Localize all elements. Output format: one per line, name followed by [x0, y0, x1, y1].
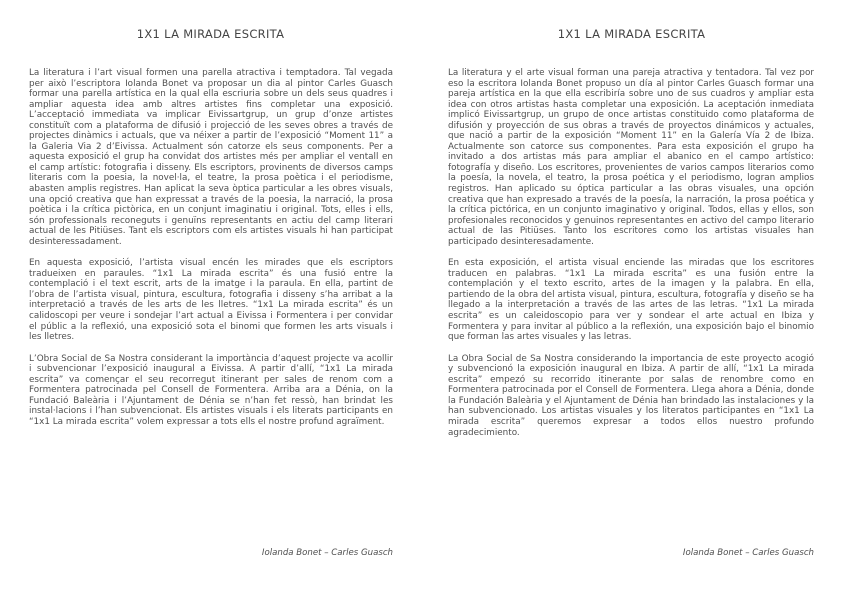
page-title: 1X1 LA MIRADA ESCRITA: [557, 27, 706, 41]
paragraph: La Obra Social de Sa Nostra considerando la importancia de este proyecto acogió y subvencionó la exposición inaugural en Ibiza. A partir de allí, “1x1 La mirada escrita” empezó su recorrido itinerante por salas de renombre como en Formentera patrocinada por el Consell de Formentera. Llega ahora a Dénia, donde la Fundación Baleària y el Ajuntament de Dénia han brindado las instalaciones y la han subvencionado. Los artistas visuales y los literatos participantes en “1x1 La mirada escrita” queremos expresar a todos ellos nuestro profundo agradecimiento.: [448, 353, 814, 438]
text-body: [448, 68, 814, 449]
right-page-spanish: [421, 0, 842, 595]
text-body: [29, 68, 393, 439]
signature: Iolanda Bonet – Carles Guasch: [261, 548, 393, 558]
paragraph: L’Obra Social de Sa Nostra considerant la importància d’aquest projecte va acollir i subvencionar l’exposició inaugural a Eivissa. A partir d’allí, “1x1 La mirada escrita” va començar el seu recorregut itinerant per sales de renom com a Formentera patrocinada pel Consell de Formentera. Arriba ara a Dénia, on la Fundació Baleària i l’Ajuntament de Dénia se n’han fet ressò, han brindat les instal·lacions i l’han subvencionat. Els artistes visuals i els literats participants en “1x1 La mirada escrita” volem expressar a tots ells el nostre profund agraïment.: [29, 353, 393, 427]
paragraph: En aquesta exposició, l’artista visual encén les mirades que els escriptors tradueixen en paraules. “1x1 La mirada escrita” és una fusió entre la contemplació i el text escrit, arts de la imatge i la paraula. En ella, partint de l’obra de l’artista visual, pintura, escultura, fotografia i disseny s’ha arribat a la interpretació a través de les arts de les lletres. “1x1 La mirada escrita” és un calidoscopi per veure i sondejar l’art actual a Eivissa i Formentera i per convidar el públic a la reflexió, una exposició sota el binomi que formen les arts visuals i les lletres.: [29, 258, 393, 343]
signature: Iolanda Bonet – Carles Guasch: [682, 548, 814, 558]
paragraph: La literatura i l’art visual formen una parella atractiva i temptadora. Tal vegada per això l’escriptora Iolanda Bonet va proposar un dia al pintor Carles Guasch formar una parella artística en la qual ella escriuria sobre un dels seus quadres i ampliar aquesta idea amb altres artistes fins completar una exposició. L’acceptació immediata va implicar Eivissartgrup, un grup d’onze artistes constituït com a plataforma de difusió i projecció de les seves obres a través de projectes dinàmics i actuals, que va néixer a partir de l’exposició “Moment 11” a la Galeria Via 2 d’Eivissa. Actualment són catorze els seus components. Per a aquesta exposició el grup ha convidat dos artistes més per ampliar el ventall en el camp artístic: fotografia i disseny. Els escriptors, provinents de diversos camps literaris com la poesia, la novel·la, el teatre, la prosa poètica i el periodisme, abasten amplis registres. Han aplicat la seva òptica particular a les obres visuals, una opció creativa que han expressat a través de la poesia, la narració, la prosa poètica i la crítica pictòrica, en un conjunt imaginatiu i original. Tots, elles i ells, són professionals reconeguts i genuïns representants en actiu del camp literari actual de les Pitiüses. Tant els escriptors com els artistes visuals hi han participat desinteressadament.: [29, 68, 393, 247]
paragraph: La literatura y el arte visual forman una pareja atractiva y tentadora. Tal vez por eso la escritora Iolanda Bonet propuso un día al pintor Carles Guasch formar una pareja artística en la que ella escribiría sobre uno de sus cuadros y ampliar esta idea con otros artistas hasta completar una exposición. La aceptación inmediata implicó Eivissartgrup, un grupo de once artistas constituido como plataforma de difusión y proyección de sus obras a través de proyectos dinámicos y actuales, que nació a partir de la exposición “Moment 11” en la Galería Vía 2 de Ibiza. Actualmente son catorce sus componentes. Para esta exposición el grupo ha invitado a dos artistas más para ampliar el abanico en el campo artístico: fotografía y diseño. Los escritores, provenientes de varios campos literarios como la poesía, la novela, el teatro, la prosa poética y el periodismo, logran amplios registros. Han aplicado su óptica particular a las obras visuales, una opción creativa que han expresado a través de la poesía, la narración, la prosa poética y la crítica pictórica, en un conjunto imaginativo y original. Todos, ellas y ellos, son profesionales reconocidos y genuinos representantes en activo del campo literario actual de las Pitiüses. Tanto los escritores como los artistas visuales han participado desinteresadamente.: [448, 68, 814, 247]
paragraph: En esta exposición, el artista visual enciende las miradas que los escritores traducen en palabras. “1x1 La mirada escrita” es una fusión entre la contemplación y el texto escrito, artes de la imagen y la palabra. En ella, partiendo de la obra del artista visual, pintura, escultura, fotografía y diseño se ha llegado a la interpretación a través de las artes de las letras. “1x1 La mirada escrita” es un caleidoscopio para ver y sondear el arte actual en Ibiza y Formentera y para invitar al público a la reflexión, una exposición bajo el binomio que forman las artes visuales y las letras.: [448, 258, 814, 343]
page-title: 1X1 LA MIRADA ESCRITA: [136, 27, 285, 41]
